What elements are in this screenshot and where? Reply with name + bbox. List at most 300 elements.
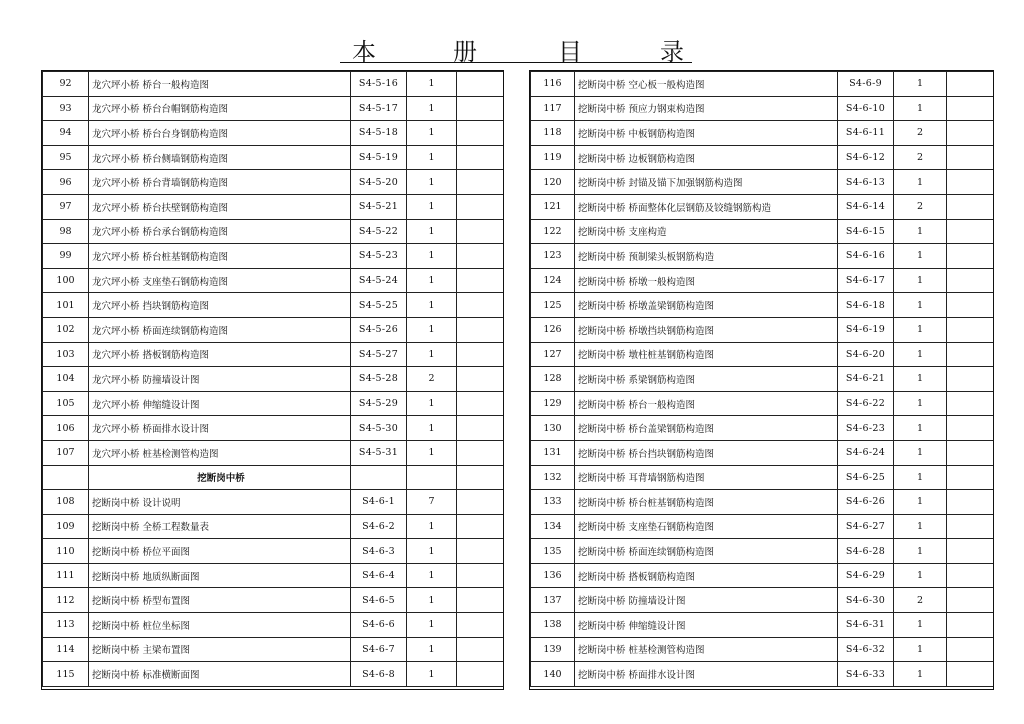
remark-cell bbox=[457, 514, 504, 539]
drawing-code: S4-5-27 bbox=[351, 342, 407, 367]
drawing-name: 挖断岗中桥 桥墩一般构造图 bbox=[575, 268, 838, 293]
remark-cell bbox=[947, 637, 994, 662]
sheet-count: 1 bbox=[894, 293, 947, 318]
table-row bbox=[531, 637, 994, 662]
drawing-name: 挖断岗中桥 桥台一般构造图 bbox=[575, 391, 838, 416]
sheet-count: 2 bbox=[407, 367, 457, 392]
remark-cell bbox=[457, 490, 504, 515]
table-row bbox=[43, 514, 504, 539]
row-number: 121 bbox=[531, 194, 575, 219]
table-row bbox=[531, 194, 994, 219]
drawing-code: S4-6-29 bbox=[838, 563, 894, 588]
remark-cell bbox=[457, 244, 504, 269]
drawing-name: 龙穴坪小桥 桩基检测管构造图 bbox=[89, 440, 351, 465]
remark-cell bbox=[947, 514, 994, 539]
remark-cell bbox=[947, 145, 994, 170]
sheet-count: 1 bbox=[894, 170, 947, 195]
drawing-name: 挖断岗中桥 伸缩缝设计图 bbox=[575, 613, 838, 638]
sheet-count: 1 bbox=[407, 637, 457, 662]
drawing-code: S4-6-2 bbox=[351, 514, 407, 539]
drawing-code: S4-6-1 bbox=[351, 490, 407, 515]
table-row bbox=[43, 121, 504, 146]
drawing-name: 挖断岗中桥 桩位坐标图 bbox=[89, 613, 351, 638]
sheet-count: 1 bbox=[407, 293, 457, 318]
remark-cell bbox=[947, 490, 994, 515]
table-row bbox=[43, 72, 504, 97]
row-number: 117 bbox=[531, 96, 575, 121]
table-row bbox=[531, 145, 994, 170]
drawing-code: S4-6-27 bbox=[838, 514, 894, 539]
remark-cell bbox=[457, 145, 504, 170]
row-number: 111 bbox=[43, 563, 89, 588]
table-row bbox=[43, 588, 504, 613]
row-number: 101 bbox=[43, 293, 89, 318]
drawing-code: S4-6-31 bbox=[838, 613, 894, 638]
sheet-count: 1 bbox=[407, 268, 457, 293]
row-number: 114 bbox=[43, 637, 89, 662]
table-row bbox=[43, 96, 504, 121]
drawing-name: 龙穴坪小桥 桥台背墙钢筋构造图 bbox=[89, 170, 351, 195]
row-number: 125 bbox=[531, 293, 575, 318]
table-row bbox=[43, 342, 504, 367]
left-contents-table bbox=[42, 71, 504, 687]
drawing-code: S4-6-20 bbox=[838, 342, 894, 367]
table-row bbox=[531, 539, 994, 564]
drawing-name: 龙穴坪小桥 桥台台帽钢筋构造图 bbox=[89, 96, 351, 121]
drawing-name: 龙穴坪小桥 桥面排水设计图 bbox=[89, 416, 351, 441]
row-number-cell bbox=[43, 465, 89, 490]
drawing-code: S4-5-16 bbox=[351, 72, 407, 97]
drawing-name: 挖断岗中桥 防撞墙设计图 bbox=[575, 588, 838, 613]
row-number: 96 bbox=[43, 170, 89, 195]
drawing-code: S4-6-23 bbox=[838, 416, 894, 441]
table-row bbox=[43, 268, 504, 293]
drawing-name: 挖断岗中桥 桥面整体化层钢筋及铰缝钢筋构造 bbox=[575, 194, 838, 219]
row-number: 140 bbox=[531, 662, 575, 687]
row-number: 133 bbox=[531, 490, 575, 515]
drawing-name: 挖断岗中桥 搭板钢筋构造图 bbox=[575, 563, 838, 588]
drawing-name: 挖断岗中桥 桩基检测管构造图 bbox=[575, 637, 838, 662]
sheet-count: 1 bbox=[407, 662, 457, 687]
sheet-count: 1 bbox=[894, 317, 947, 342]
drawing-code: S4-5-28 bbox=[351, 367, 407, 392]
row-number: 95 bbox=[43, 145, 89, 170]
row-number: 119 bbox=[531, 145, 575, 170]
drawing-code: S4-5-25 bbox=[351, 293, 407, 318]
remark-cell bbox=[947, 121, 994, 146]
drawing-name: 龙穴坪小桥 支座垫石钢筋构造图 bbox=[89, 268, 351, 293]
sheet-count: 1 bbox=[407, 72, 457, 97]
remark-cell bbox=[457, 72, 504, 97]
drawing-name: 挖断岗中桥 桥台挡块钢筋构造图 bbox=[575, 440, 838, 465]
drawing-code: S4-5-31 bbox=[351, 440, 407, 465]
sheet-count: 1 bbox=[894, 440, 947, 465]
drawing-name: 挖断岗中桥 桥面排水设计图 bbox=[575, 662, 838, 687]
section-title: 挖断岗中桥 bbox=[89, 465, 351, 490]
table-row bbox=[43, 219, 504, 244]
page-title-char: 目 bbox=[558, 38, 582, 66]
sheet-count: 1 bbox=[894, 539, 947, 564]
drawing-name: 挖断岗中桥 桥位平面图 bbox=[89, 539, 351, 564]
drawing-name: 龙穴坪小桥 桥台台身钢筋构造图 bbox=[89, 121, 351, 146]
drawing-name: 龙穴坪小桥 桥台承台钢筋构造图 bbox=[89, 219, 351, 244]
table-row bbox=[43, 662, 504, 687]
drawing-name: 挖断岗中桥 设计说明 bbox=[89, 490, 351, 515]
drawing-code: S4-6-26 bbox=[838, 490, 894, 515]
drawing-code: S4-6-4 bbox=[351, 563, 407, 588]
row-number: 104 bbox=[43, 367, 89, 392]
row-number: 110 bbox=[43, 539, 89, 564]
page-title-char: 本 bbox=[352, 38, 376, 66]
drawing-name: 挖断岗中桥 系梁钢筋构造图 bbox=[575, 367, 838, 392]
remark-cell bbox=[457, 440, 504, 465]
remark-cell bbox=[457, 391, 504, 416]
sheet-count: 1 bbox=[894, 72, 947, 97]
row-number: 93 bbox=[43, 96, 89, 121]
sheet-count-cell bbox=[407, 465, 457, 490]
sheet-count: 2 bbox=[894, 145, 947, 170]
sheet-count: 1 bbox=[407, 145, 457, 170]
drawing-code: S4-5-18 bbox=[351, 121, 407, 146]
sheet-count: 1 bbox=[894, 490, 947, 515]
table-row bbox=[43, 170, 504, 195]
row-number: 127 bbox=[531, 342, 575, 367]
table-row bbox=[531, 96, 994, 121]
drawing-name: 挖断岗中桥 支座垫石钢筋构造图 bbox=[575, 514, 838, 539]
drawing-code: S4-5-29 bbox=[351, 391, 407, 416]
remark-cell bbox=[947, 194, 994, 219]
drawing-code: S4-6-12 bbox=[838, 145, 894, 170]
sheet-count: 2 bbox=[894, 588, 947, 613]
table-row bbox=[43, 440, 504, 465]
sheet-count: 1 bbox=[407, 539, 457, 564]
drawing-name: 挖断岗中桥 支座构造 bbox=[575, 219, 838, 244]
section-row bbox=[43, 465, 504, 490]
remark-cell bbox=[947, 293, 994, 318]
remark-cell bbox=[457, 662, 504, 687]
remark-cell bbox=[947, 219, 994, 244]
remark-cell bbox=[457, 194, 504, 219]
row-number: 120 bbox=[531, 170, 575, 195]
drawing-code: S4-6-3 bbox=[351, 539, 407, 564]
row-number: 99 bbox=[43, 244, 89, 269]
row-number: 118 bbox=[531, 121, 575, 146]
row-number: 128 bbox=[531, 367, 575, 392]
table-row bbox=[531, 72, 994, 97]
row-number: 98 bbox=[43, 219, 89, 244]
table-row bbox=[531, 416, 994, 441]
remark-cell bbox=[457, 170, 504, 195]
sheet-count: 1 bbox=[894, 96, 947, 121]
drawing-code: S4-6-25 bbox=[838, 465, 894, 490]
sheet-count: 1 bbox=[407, 317, 457, 342]
drawing-name: 挖断岗中桥 墩柱桩基钢筋构造图 bbox=[575, 342, 838, 367]
drawing-name: 挖断岗中桥 封锚及锚下加强钢筋构造图 bbox=[575, 170, 838, 195]
drawing-name: 龙穴坪小桥 挡块钢筋构造图 bbox=[89, 293, 351, 318]
sheet-count: 1 bbox=[407, 563, 457, 588]
remark-cell bbox=[947, 563, 994, 588]
drawing-name: 挖断岗中桥 耳背墙钢筋构造图 bbox=[575, 465, 838, 490]
sheet-count: 1 bbox=[894, 637, 947, 662]
table-row bbox=[531, 121, 994, 146]
table-row bbox=[43, 145, 504, 170]
remark-cell bbox=[947, 416, 994, 441]
remark-cell bbox=[457, 293, 504, 318]
drawing-name: 龙穴坪小桥 桥台侧墙钢筋构造图 bbox=[89, 145, 351, 170]
drawing-name: 挖断岗中桥 预应力钢束构造图 bbox=[575, 96, 838, 121]
remark-cell bbox=[947, 317, 994, 342]
remark-cell bbox=[947, 613, 994, 638]
drawing-code: S4-6-10 bbox=[838, 96, 894, 121]
remark-cell bbox=[457, 121, 504, 146]
sheet-count: 1 bbox=[894, 391, 947, 416]
sheet-count: 1 bbox=[407, 219, 457, 244]
row-number: 100 bbox=[43, 268, 89, 293]
remark-cell bbox=[947, 170, 994, 195]
sheet-count: 1 bbox=[894, 416, 947, 441]
drawing-name: 挖断岗中桥 桥台盖梁钢筋构造图 bbox=[575, 416, 838, 441]
drawing-code: S4-6-22 bbox=[838, 391, 894, 416]
row-number: 108 bbox=[43, 490, 89, 515]
table-row bbox=[531, 514, 994, 539]
table-row bbox=[531, 244, 994, 269]
drawing-code: S4-6-18 bbox=[838, 293, 894, 318]
table-row bbox=[531, 490, 994, 515]
row-number: 103 bbox=[43, 342, 89, 367]
sheet-count: 1 bbox=[894, 219, 947, 244]
row-number: 107 bbox=[43, 440, 89, 465]
row-number: 112 bbox=[43, 588, 89, 613]
drawing-name: 龙穴坪小桥 桥面连续钢筋构造图 bbox=[89, 317, 351, 342]
sheet-count: 1 bbox=[407, 342, 457, 367]
sheet-count: 1 bbox=[407, 121, 457, 146]
drawing-code: S4-5-22 bbox=[351, 219, 407, 244]
sheet-count: 1 bbox=[407, 96, 457, 121]
remark-cell bbox=[947, 244, 994, 269]
sheet-count: 1 bbox=[407, 440, 457, 465]
drawing-code: S4-6-11 bbox=[838, 121, 894, 146]
remark-cell bbox=[457, 416, 504, 441]
sheet-count: 1 bbox=[894, 514, 947, 539]
drawing-name: 挖断岗中桥 桥墩挡块钢筋构造图 bbox=[575, 317, 838, 342]
drawing-code: S4-6-33 bbox=[838, 662, 894, 687]
drawing-name: 挖断岗中桥 预制梁头板钢筋构造 bbox=[575, 244, 838, 269]
remark-cell bbox=[947, 588, 994, 613]
drawing-code: S4-6-14 bbox=[838, 194, 894, 219]
drawing-code: S4-5-20 bbox=[351, 170, 407, 195]
page-title-char: 册 bbox=[453, 38, 477, 66]
drawing-code: S4-6-15 bbox=[838, 219, 894, 244]
drawing-code: S4-6-28 bbox=[838, 539, 894, 564]
table-row bbox=[43, 391, 504, 416]
row-number: 106 bbox=[43, 416, 89, 441]
sheet-count: 2 bbox=[894, 121, 947, 146]
drawing-code: S4-6-17 bbox=[838, 268, 894, 293]
remark-cell bbox=[947, 367, 994, 392]
drawing-code-cell bbox=[351, 465, 407, 490]
table-row bbox=[43, 563, 504, 588]
drawing-code: S4-5-17 bbox=[351, 96, 407, 121]
drawing-code: S4-6-16 bbox=[838, 244, 894, 269]
table-row bbox=[43, 194, 504, 219]
remark-cell bbox=[947, 539, 994, 564]
table-row bbox=[43, 637, 504, 662]
remark-cell bbox=[457, 563, 504, 588]
remark-cell bbox=[947, 662, 994, 687]
table-row bbox=[531, 465, 994, 490]
page-title-char: 录 bbox=[660, 38, 684, 66]
drawing-code: S4-6-32 bbox=[838, 637, 894, 662]
drawing-name: 挖断岗中桥 桥台桩基钢筋构造图 bbox=[575, 490, 838, 515]
remark-cell bbox=[947, 342, 994, 367]
table-row bbox=[531, 170, 994, 195]
drawing-code: S4-5-21 bbox=[351, 194, 407, 219]
drawing-name: 龙穴坪小桥 桥台一般构造图 bbox=[89, 72, 351, 97]
sheet-count: 1 bbox=[407, 391, 457, 416]
sheet-count: 1 bbox=[894, 367, 947, 392]
row-number: 131 bbox=[531, 440, 575, 465]
sheet-count: 1 bbox=[407, 416, 457, 441]
table-row bbox=[531, 268, 994, 293]
row-number: 116 bbox=[531, 72, 575, 97]
table-row bbox=[43, 490, 504, 515]
right-contents-table bbox=[530, 71, 994, 687]
row-number: 113 bbox=[43, 613, 89, 638]
drawing-name: 龙穴坪小桥 桥台桩基钢筋构造图 bbox=[89, 244, 351, 269]
sheet-count: 1 bbox=[894, 662, 947, 687]
sheet-count: 1 bbox=[894, 465, 947, 490]
remark-cell bbox=[947, 391, 994, 416]
remark-cell bbox=[457, 268, 504, 293]
row-number: 122 bbox=[531, 219, 575, 244]
table-row bbox=[531, 662, 994, 687]
row-number: 115 bbox=[43, 662, 89, 687]
remark-cell bbox=[457, 465, 504, 490]
drawing-code: S4-6-19 bbox=[838, 317, 894, 342]
row-number: 97 bbox=[43, 194, 89, 219]
drawing-name: 挖断岗中桥 中板钢筋构造图 bbox=[575, 121, 838, 146]
remark-cell bbox=[457, 317, 504, 342]
drawing-name: 龙穴坪小桥 搭板钢筋构造图 bbox=[89, 342, 351, 367]
row-number: 139 bbox=[531, 637, 575, 662]
table-row bbox=[531, 219, 994, 244]
drawing-code: S4-5-23 bbox=[351, 244, 407, 269]
remark-cell bbox=[457, 539, 504, 564]
sheet-count: 1 bbox=[894, 342, 947, 367]
sheet-count: 1 bbox=[407, 244, 457, 269]
sheet-count: 1 bbox=[407, 613, 457, 638]
drawing-code: S4-5-19 bbox=[351, 145, 407, 170]
row-number: 130 bbox=[531, 416, 575, 441]
remark-cell bbox=[457, 219, 504, 244]
drawing-code: S4-6-30 bbox=[838, 588, 894, 613]
drawing-name: 挖断岗中桥 标准横断面图 bbox=[89, 662, 351, 687]
sheet-count: 1 bbox=[894, 563, 947, 588]
table-row bbox=[43, 293, 504, 318]
row-number: 126 bbox=[531, 317, 575, 342]
drawing-name: 挖断岗中桥 空心板一般构造图 bbox=[575, 72, 838, 97]
table-row bbox=[43, 613, 504, 638]
table-row bbox=[43, 539, 504, 564]
table-row bbox=[531, 563, 994, 588]
drawing-name: 挖断岗中桥 桥墩盖梁钢筋构造图 bbox=[575, 293, 838, 318]
drawing-code: S4-5-30 bbox=[351, 416, 407, 441]
drawing-name: 龙穴坪小桥 桥台扶壁钢筋构造图 bbox=[89, 194, 351, 219]
table-row bbox=[43, 244, 504, 269]
sheet-count: 1 bbox=[894, 613, 947, 638]
drawing-name: 挖断岗中桥 桥型布置图 bbox=[89, 588, 351, 613]
table-row bbox=[531, 342, 994, 367]
drawing-name: 挖断岗中桥 主梁布置图 bbox=[89, 637, 351, 662]
drawing-code: S4-6-7 bbox=[351, 637, 407, 662]
row-number: 94 bbox=[43, 121, 89, 146]
table-row bbox=[531, 588, 994, 613]
drawing-name: 挖断岗中桥 桥面连续钢筋构造图 bbox=[575, 539, 838, 564]
drawing-code: S4-6-24 bbox=[838, 440, 894, 465]
drawing-code: S4-6-6 bbox=[351, 613, 407, 638]
row-number: 123 bbox=[531, 244, 575, 269]
remark-cell bbox=[457, 342, 504, 367]
table-row bbox=[43, 317, 504, 342]
drawing-name: 龙穴坪小桥 伸缩缝设计图 bbox=[89, 391, 351, 416]
drawing-code: S4-6-13 bbox=[838, 170, 894, 195]
row-number: 92 bbox=[43, 72, 89, 97]
remark-cell bbox=[947, 440, 994, 465]
drawing-code: S4-6-21 bbox=[838, 367, 894, 392]
sheet-count: 1 bbox=[407, 194, 457, 219]
table-row bbox=[43, 416, 504, 441]
drawing-name: 挖断岗中桥 边板钢筋构造图 bbox=[575, 145, 838, 170]
row-number: 102 bbox=[43, 317, 89, 342]
row-number: 135 bbox=[531, 539, 575, 564]
table-row bbox=[531, 613, 994, 638]
sheet-count: 1 bbox=[407, 514, 457, 539]
remark-cell bbox=[947, 72, 994, 97]
table-row bbox=[531, 317, 994, 342]
remark-cell bbox=[457, 96, 504, 121]
row-number: 136 bbox=[531, 563, 575, 588]
remark-cell bbox=[457, 367, 504, 392]
drawing-code: S4-6-8 bbox=[351, 662, 407, 687]
drawing-name: 龙穴坪小桥 防撞墙设计图 bbox=[89, 367, 351, 392]
drawing-name: 挖断岗中桥 地质纵断面图 bbox=[89, 563, 351, 588]
row-number: 124 bbox=[531, 268, 575, 293]
drawing-code: S4-5-26 bbox=[351, 317, 407, 342]
drawing-name: 挖断岗中桥 全桥工程数量表 bbox=[89, 514, 351, 539]
row-number: 132 bbox=[531, 465, 575, 490]
remark-cell bbox=[947, 268, 994, 293]
remark-cell bbox=[457, 637, 504, 662]
row-number: 129 bbox=[531, 391, 575, 416]
sheet-count: 1 bbox=[407, 588, 457, 613]
table-row bbox=[531, 440, 994, 465]
remark-cell bbox=[947, 96, 994, 121]
table-row bbox=[531, 367, 994, 392]
title-underline bbox=[340, 62, 692, 63]
page-title bbox=[0, 32, 1024, 66]
remark-cell bbox=[457, 588, 504, 613]
sheet-count: 2 bbox=[894, 194, 947, 219]
sheet-count: 1 bbox=[894, 268, 947, 293]
row-number: 105 bbox=[43, 391, 89, 416]
drawing-code: S4-5-24 bbox=[351, 268, 407, 293]
sheet-count: 7 bbox=[407, 490, 457, 515]
row-number: 137 bbox=[531, 588, 575, 613]
table-row bbox=[43, 367, 504, 392]
sheet-count: 1 bbox=[894, 244, 947, 269]
row-number: 134 bbox=[531, 514, 575, 539]
sheet-count: 1 bbox=[407, 170, 457, 195]
